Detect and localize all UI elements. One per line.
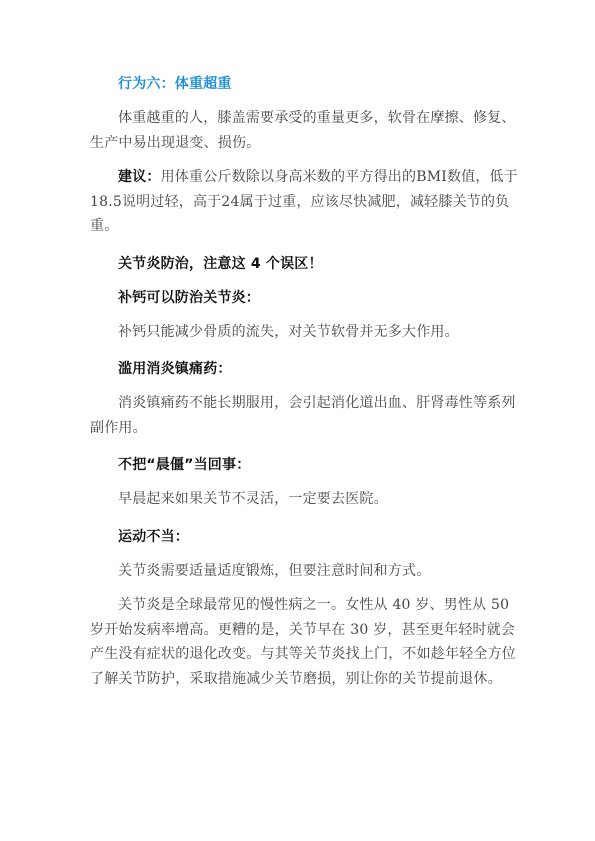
- section-title: 行为六：体重超重: [118, 76, 232, 92]
- myth-title: 滥用消炎镇痛药：: [118, 361, 232, 377]
- document-content: [90, 72, 518, 691]
- myth-text: 消炎镇痛药不能长期服用，会引起消化道出血、肝肾毒性等系列副作用。: [90, 395, 516, 436]
- myth-text: 补钙只能减少骨质的流失，对关节软骨并无多大作用。: [118, 323, 459, 340]
- advice-text: 用体重公斤数除以身高米数的平方得出的BMI数值，低于18.5说明过轻，高于24属于过重，应该尽快减肥，减轻膝关节的负重。: [90, 169, 518, 234]
- advice-paragraph: [90, 165, 518, 239]
- myth-title: 补钙可以防治关节炎：: [118, 289, 260, 306]
- section-paragraph: 体重越重的人，膝盖需要承受的重量更多，软骨在摩擦、修复、生产中易出现退变、损伤。: [90, 110, 516, 151]
- myths-heading: 关节炎防治，注意这 4 个误区！: [118, 255, 323, 272]
- advice-label: 建议：: [118, 169, 161, 185]
- myth-text: 早晨起来如果关节不灵活，一定要去医院。: [118, 491, 388, 507]
- myth-title: 不把“晨僵”当回事：: [118, 457, 251, 473]
- myth-title: 运动不当：: [118, 528, 189, 545]
- myth-text: 关节炎需要适量适度锻炼，但要注意时间和方式。: [118, 562, 431, 579]
- closing-paragraph: 关节炎是全球最常见的慢性病之一。女性从 40 岁、男性从 50 岁开始发病率增高。更糟的是，关节早在 30 岁，甚至更年轻时就会产生没有症状的退化改变。与其等关节炎找上门，不如趁年轻全方位了解关节防护，采取措施减少关节磨损，别让你的关节提前退休。: [90, 597, 516, 687]
